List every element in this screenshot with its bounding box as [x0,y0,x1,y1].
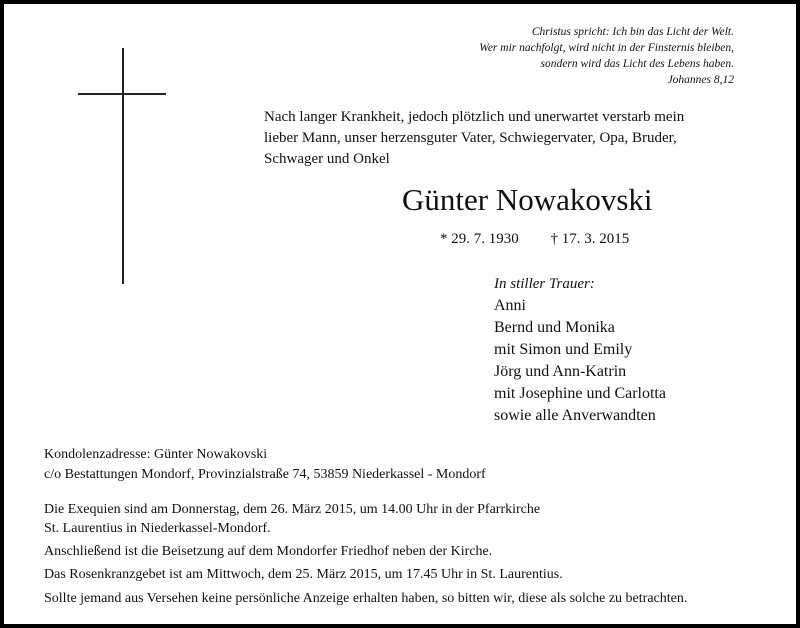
info-line: Das Rosenkranzgebet ist am Mittwoch, dem 25. März 2015, um 17.45 Uhr in St. Laurentius. [44,567,563,582]
mourner-line: mit Simon und Emily [494,341,633,358]
info-line: Die Exequien sind am Donnerstag, dem 26. März 2015, um 14.00 Uhr in der Pfarrkirche [44,502,541,517]
intro-line: Schwager und Onkel [264,151,390,167]
birth-date: * 29. 7. 1930 [440,231,519,247]
death-date: † 17. 3. 2015 [550,231,630,247]
verse-line: sondern wird das Licht des Lebens haben. [540,58,734,70]
intro-line: lieber Mann, unser herzensguter Vater, Schwiegervater, Opa, Bruder, [264,130,677,146]
info-line: Sollte jemand aus Versehen keine persönliche Anzeige erhalten haben, so bitten wir, diese als solche zu betrachten. [44,591,688,606]
cross-icon-crossbar [78,93,166,95]
mourner-line: mit Josephine und Carlotta [494,385,666,402]
mourner-line: sowie alle Anverwandten [494,407,656,424]
exequien-info [44,500,540,538]
rosary-info [44,565,563,584]
info-line: St. Laurentius in Niederkassel-Mondorf. [44,521,271,536]
closing-note [44,589,687,608]
verse-line: Christus spricht: Ich bin das Licht der Welt. [531,26,734,38]
verse-reference: Johannes 8,12 [667,74,734,86]
life-dates [440,229,629,249]
verse-line: Wer mir nachfolgt, wird nicht in der Finsternis bleiben, [479,42,734,54]
deceased-name: Günter Nowakovski [402,182,653,217]
mourner-line: Jörg und Ann-Katrin [494,363,627,380]
cross-icon [122,48,124,284]
info-line: Anschließend ist die Beisetzung auf dem Mondorfer Friedhof neben der Kirche. [44,544,493,559]
burial-info [44,542,492,561]
intro-line: Nach langer Krankheit, jedoch plötzlich und unerwartet verstarb mein [264,109,685,125]
condolence-line: c/o Bestattungen Mondorf, Provinzialstraße 74, 53859 Niederkassel - Mondorf [44,467,486,482]
condolence-address [44,445,486,485]
intro-text [264,107,764,170]
condolence-line: Kondolenzadresse: Günter Nowakovski [44,447,268,462]
mourner-line: Anni [494,297,526,314]
mourner-line: Bernd und Monika [494,319,615,336]
bible-verse [334,24,734,88]
mourners-heading: In stiller Trauer: [494,276,595,292]
mourners-list [494,295,666,427]
